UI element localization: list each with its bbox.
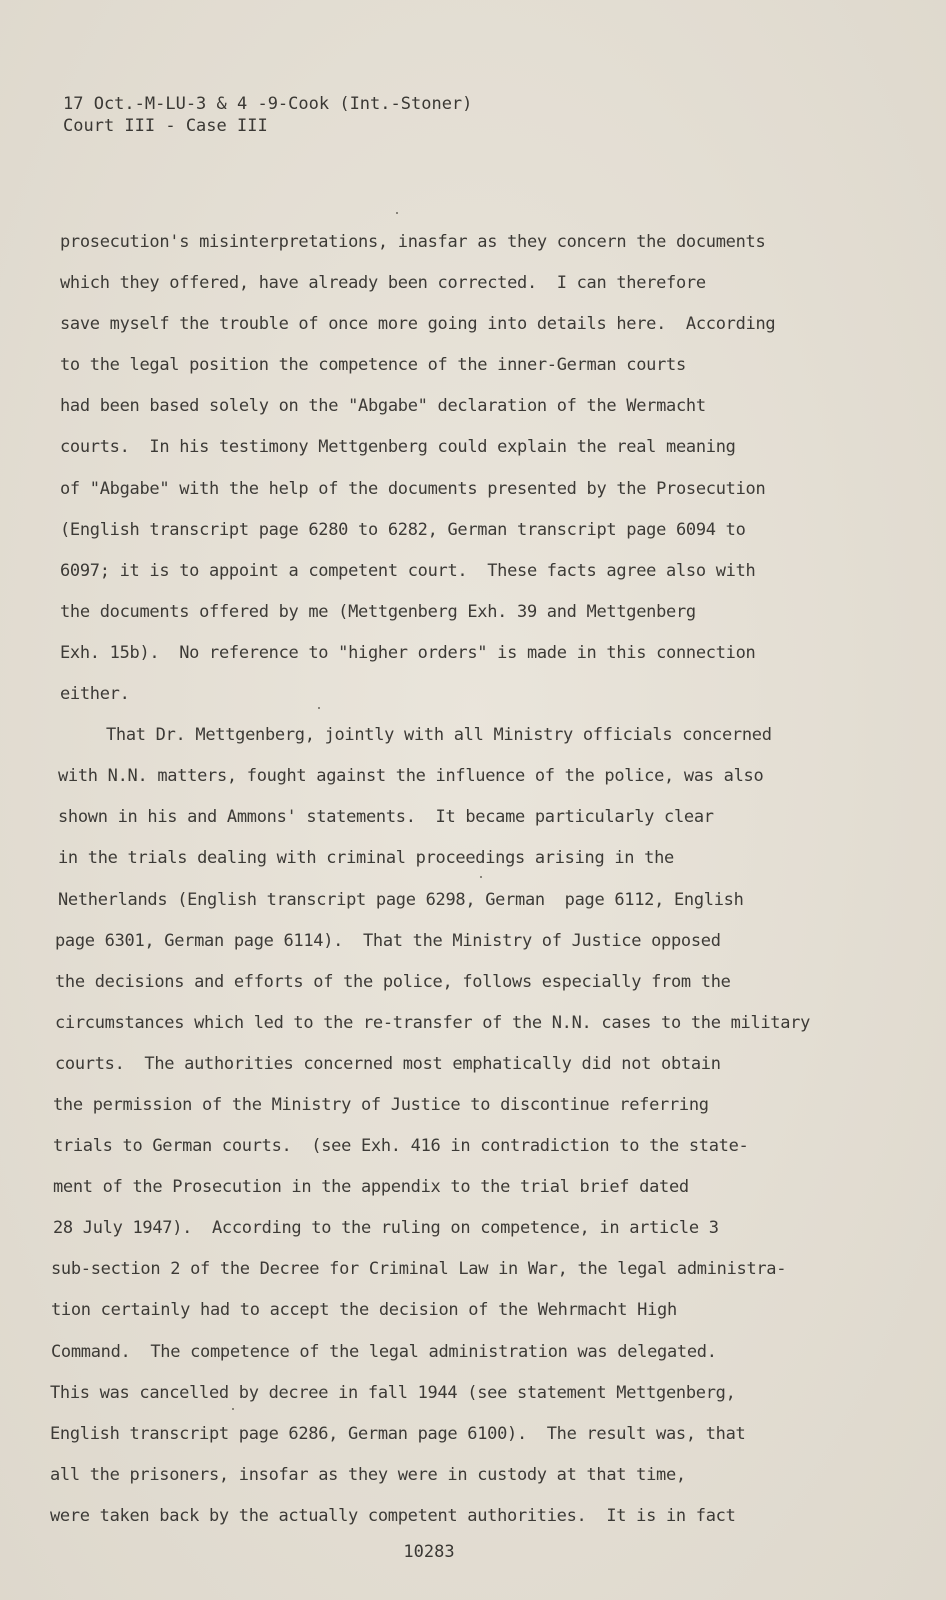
- body-line: Netherlands (English transcript page 6298, German page 6112, English: [58, 889, 744, 910]
- body-line: the decisions and efforts of the police, follows especially from the: [55, 971, 731, 992]
- document-header: [63, 93, 472, 137]
- page-number-text: 10283: [403, 1542, 455, 1562]
- body-line: Command. The competence of the legal administration was delegated.: [51, 1341, 717, 1362]
- body-line: the documents offered by me (Mettgenberg Exh. 39 and Mettgenberg: [60, 601, 696, 622]
- header-court-line: Court III - Case III: [63, 116, 268, 136]
- body-line: ment of the Prosecution in the appendix to the trial brief dated: [53, 1177, 689, 1198]
- body-line: (English transcript page 6280 to 6282, German transcript page 6094 to: [60, 519, 746, 540]
- body-line: shown in his and Ammons' statements. It became particularly clear: [58, 807, 714, 828]
- header-reference-line: 17 Oct.-M-LU-3 & 4 -9-Cook (Int.-Stoner): [63, 94, 473, 114]
- body-line: sub-section 2 of the Decree for Criminal Law in War, the legal administra-: [51, 1259, 787, 1280]
- body-line: 28 July 1947). According to the ruling on competence, in article 3: [53, 1218, 719, 1239]
- body-line: in the trials dealing with criminal proceedings arising in the: [58, 848, 674, 869]
- body-line: trials to German courts. (see Exh. 416 in contradiction to the state-: [53, 1136, 749, 1157]
- body-line: English transcript page 6286, German page 6100). The result was, that: [50, 1423, 746, 1444]
- body-line: page 6301, German page 6114). That the Ministry of Justice opposed: [55, 930, 721, 951]
- paper-speck: [396, 212, 398, 214]
- body-line: courts. In his testimony Mettgenberg could explain the real meaning: [60, 437, 736, 458]
- body-line: to the legal position the competence of the inner-German courts: [60, 355, 686, 376]
- body-line: tion certainly had to accept the decision of the Wehrmacht High: [51, 1300, 677, 1321]
- body-line: Exh. 15b). No reference to "higher orders" is made in this connection: [60, 642, 756, 663]
- body-line: all the prisoners, insofar as they were in custody at that time,: [50, 1464, 686, 1485]
- body-line: save myself the trouble of once more going into details here. According: [60, 314, 776, 335]
- body-line: the permission of the Ministry of Justice to discontinue referring: [53, 1094, 709, 1115]
- body-line: courts. The authorities concerned most emphatically did not obtain: [55, 1053, 721, 1074]
- paper-speck: [318, 707, 320, 709]
- document-body: [50, 222, 900, 1537]
- body-line: of "Abgabe" with the help of the documents presented by the Prosecution: [60, 478, 766, 499]
- body-line: with N.N. matters, fought against the influence of the police, was also: [58, 766, 764, 787]
- body-line: which they offered, have already been corrected. I can therefore: [60, 273, 706, 294]
- body-line: This was cancelled by decree in fall 1944 (see statement Mettgenberg,: [50, 1382, 736, 1403]
- body-line: had been based solely on the "Abgabe" declaration of the Wermacht: [60, 396, 706, 417]
- paragraph-first-line: That Dr. Mettgenberg, jointly with all Ministry officials concerned: [106, 725, 772, 746]
- body-line: either.: [60, 684, 130, 705]
- body-line: 6097; it is to appoint a competent court. These facts agree also with: [60, 560, 756, 581]
- paper-speck: [232, 1408, 234, 1410]
- body-line: circumstances which led to the re-transfer of the N.N. cases to the military: [55, 1012, 811, 1033]
- paper-speck: [480, 876, 482, 878]
- body-line: were taken back by the actually competent authorities. It is in fact: [50, 1505, 736, 1526]
- body-line: prosecution's misinterpretations, inasfar as they concern the documents: [60, 232, 766, 252]
- page-number: [0, 1542, 946, 1562]
